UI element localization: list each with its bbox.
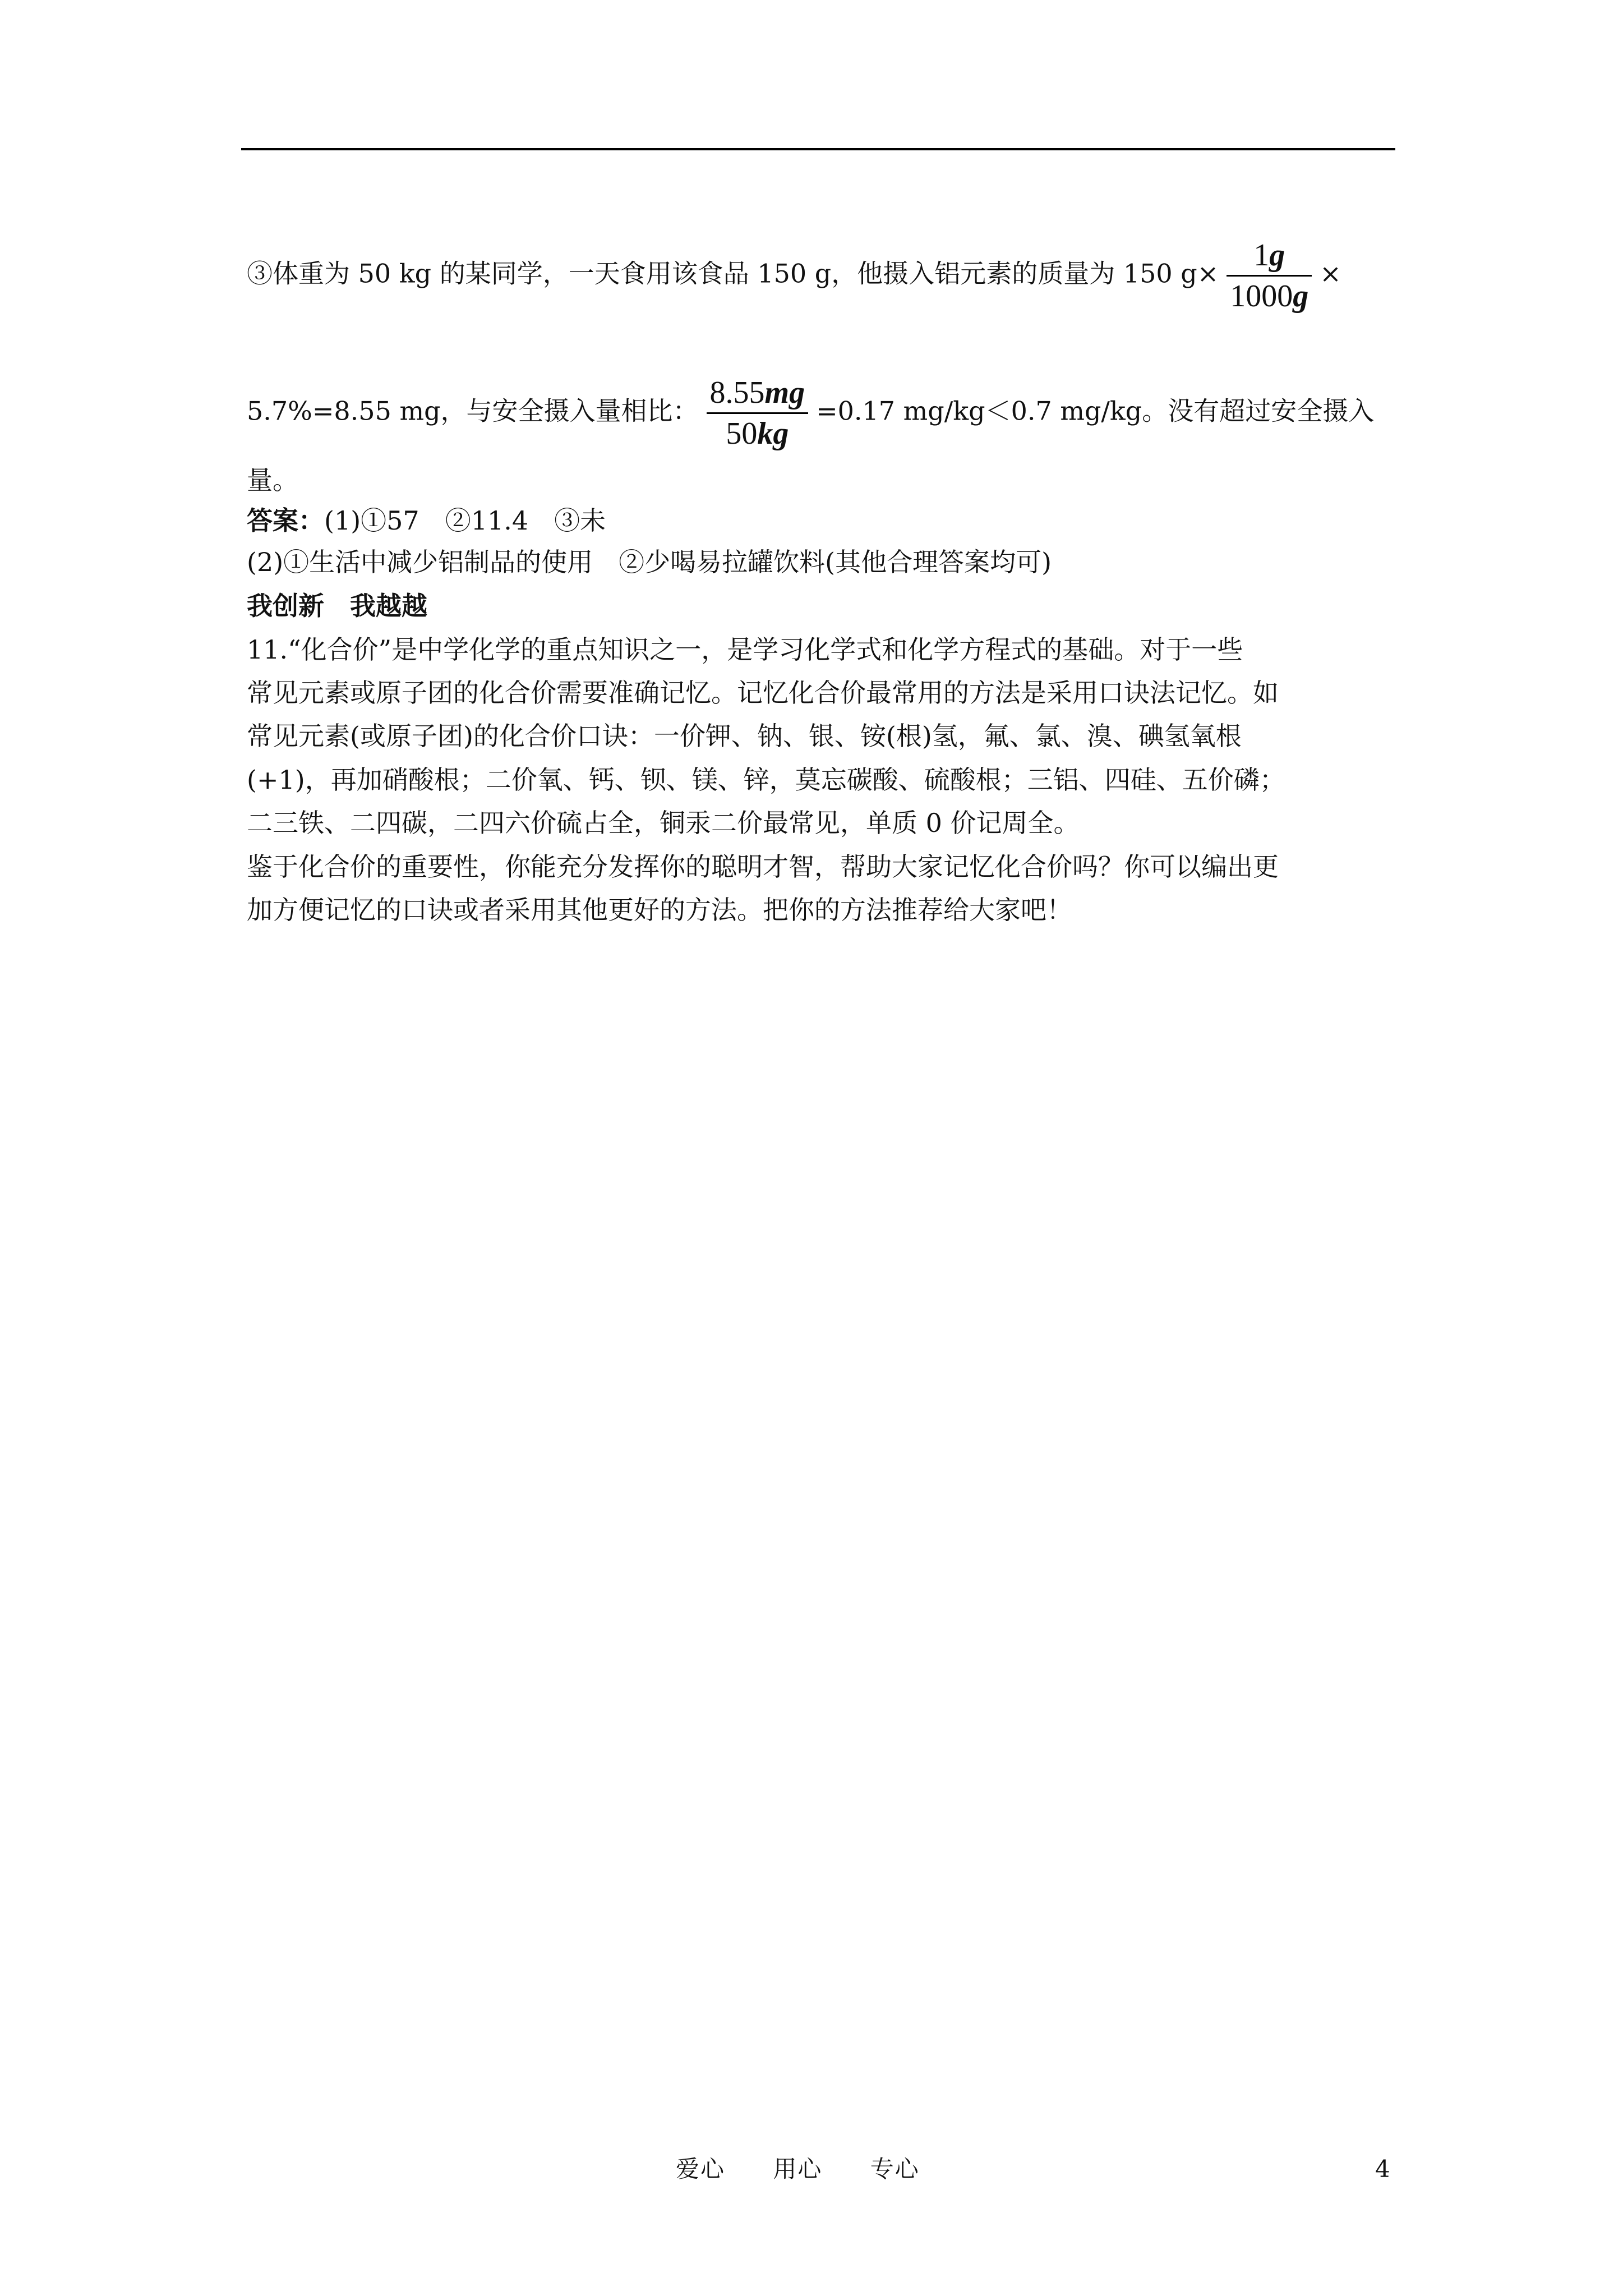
answer-label: 答案： xyxy=(247,505,324,536)
solution-line-3: 量。 xyxy=(247,465,298,495)
question-11-line-6: 鉴于化合价的重要性，你能充分发挥你的聪明才智，帮助大家记忆化合价吗？你可以编出更 xyxy=(247,852,1279,882)
question-11-line-1: 11.“化合价”是中学化学的重点知识之一，是学习化学式和化学方程式的基础。对于一些 xyxy=(247,634,1243,665)
header-rule xyxy=(241,148,1395,150)
page-number: 4 xyxy=(1375,2155,1390,2183)
question-11-line-7: 加方便记忆的口诀或者采用其他更好的方法。把你的方法推荐给大家吧！ xyxy=(247,895,1072,925)
question-11-line-3: 常见元素(或原子团)的化合价口诀：一价钾、钠、银、铵(根)氢，氟、氯、溴、碘氢氧根 xyxy=(247,721,1242,751)
question-11-line-5: 二三铁、二四碳，二四六价硫占全，铜汞二价最常见，单质 0 价记周全。 xyxy=(247,808,1080,838)
question-11-line-2: 常见元素或原子团的化合价需要准确记忆。记忆化合价最常用的方法是采用口诀法记忆。如 xyxy=(247,678,1279,708)
fraction-1g-over-1000g: $\frac{1g}{1000g}$ xyxy=(1227,236,1312,316)
footer-motto: 爱心 用心 专心 xyxy=(676,2155,920,2183)
question-11-line-4: (+1)，再加硝酸根；二价氧、钙、钡、镁、锌，莫忘碳酸、硫酸根；三铝、四硅、五价磷； xyxy=(247,765,1285,795)
section-title: 我创新 我越越 xyxy=(247,591,427,621)
fraction-mg-over-kg: $\frac{8.55mg}{50kg}$ xyxy=(707,373,809,453)
answer-line-2: (2)①生活中减少铝制品的使用 ②少喝易拉罐饮料(其他合理答案均可) xyxy=(247,547,1052,577)
solution-line-1: ③体重为 50 kg 的某同学，一天食用该食品 150 g，他摄入铝元素的质量为 150 g× $\frac{1g}{1000g}$ × xyxy=(247,236,1402,316)
answer-line-1: 答案：(1)①57 ②11.4 ③未 xyxy=(247,505,606,536)
solution-line-2: 5.7%=8.55 mg，与安全摄入量相比： $\frac{8.55mg}{50kg}$ =0.17 mg/kg＜0.7 mg/kg。没有超过安全摄入 xyxy=(247,373,1402,453)
